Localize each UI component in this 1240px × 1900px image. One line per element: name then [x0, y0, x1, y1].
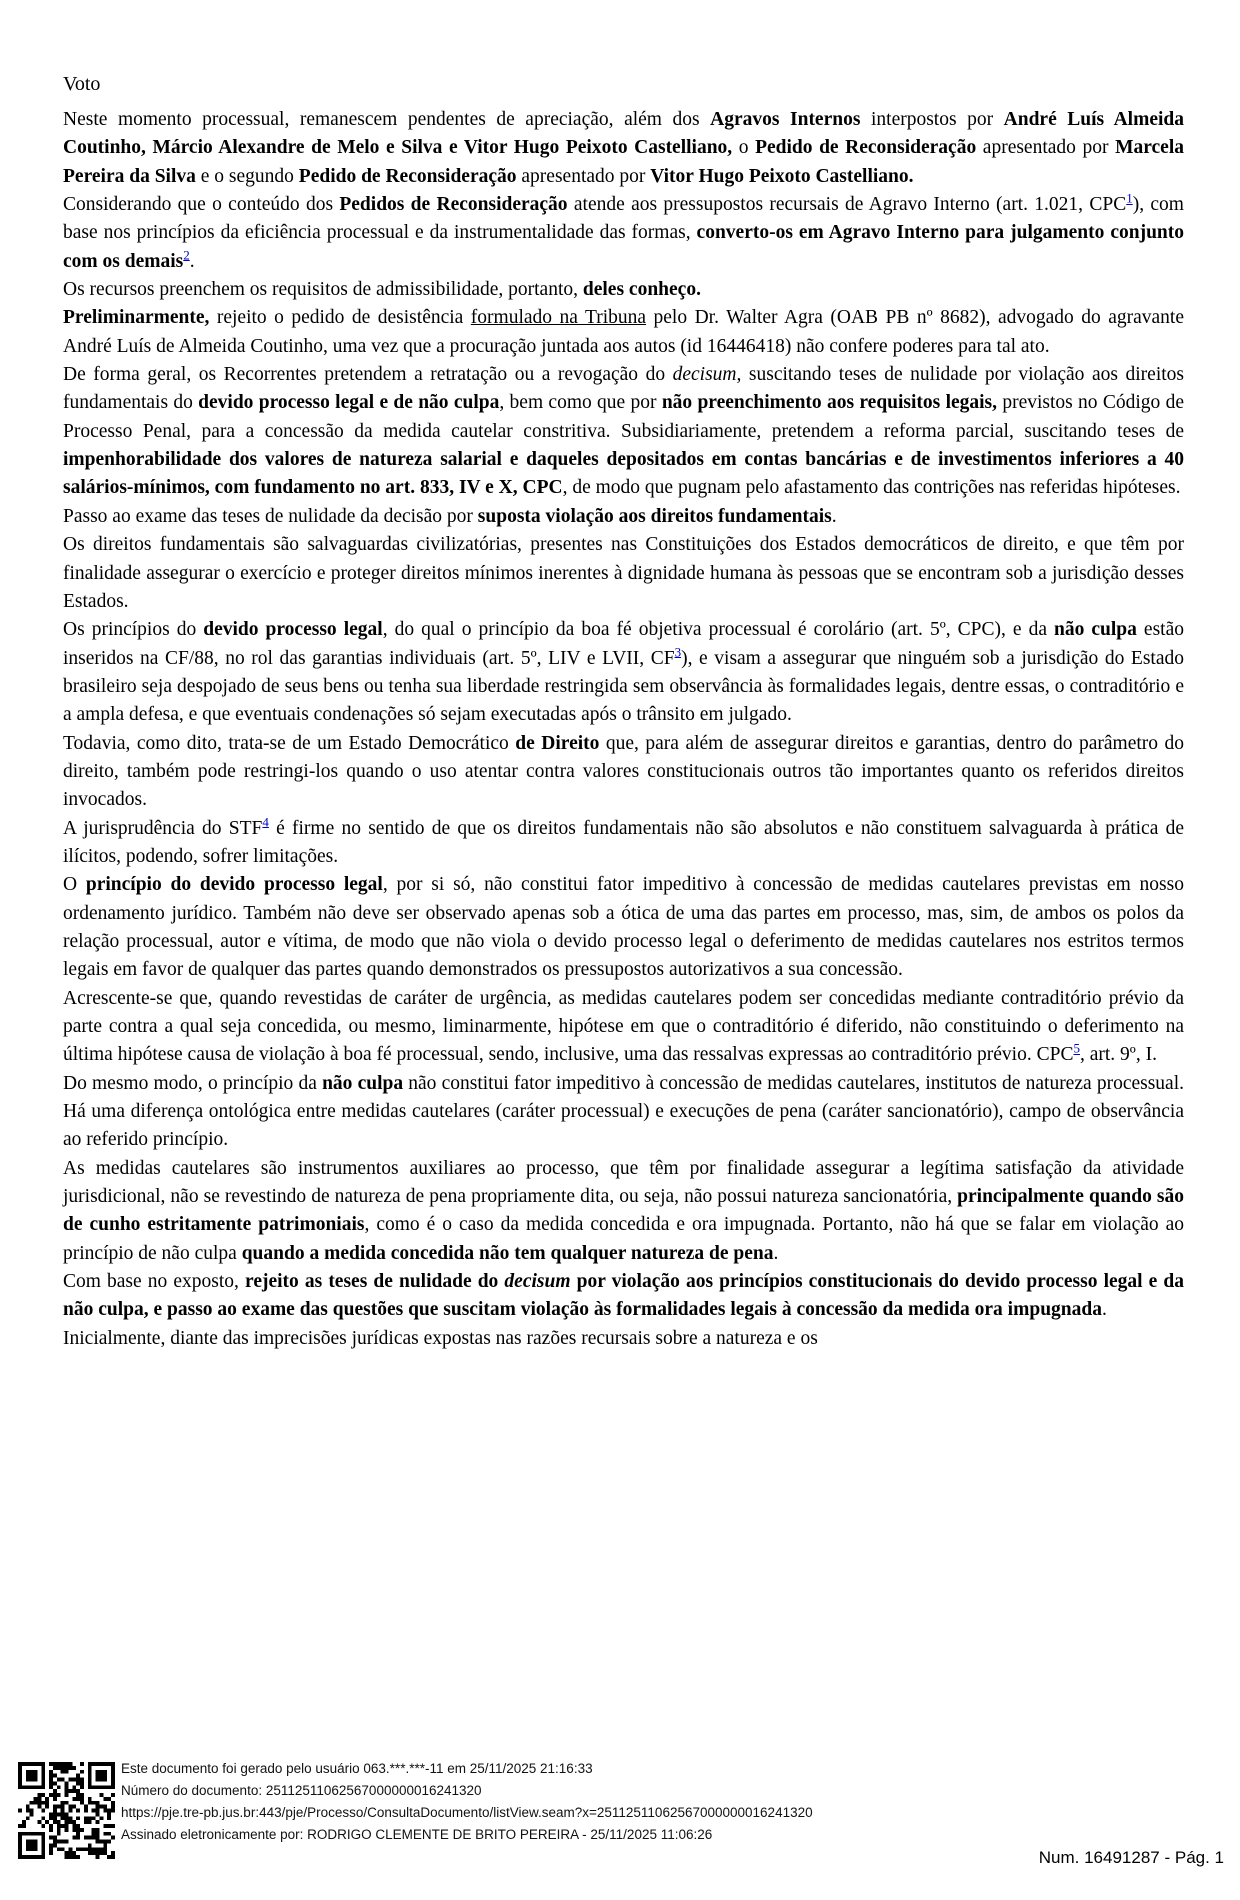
text-segment: impenhorabilidade dos valores de natureza salarial e daqueles depositados em contas bancárias e de investimentos inferiores a 40 salários-mínimos, com fundamento no art. 833, IV e X, CPC [63, 449, 1184, 499]
text-segment: o [732, 137, 756, 159]
text-segment: por violação aos princípios constitucionais do devido processo legal e da não culpa, e passo ao exame das questões que suscitam violação às formalidades legais à concessão da medida ora impugnada [63, 1271, 1185, 1321]
text-segment: ), e visam a assegurar que ninguém sob a jurisdição do Estado brasileiro seja despojado de seus bens ou tenha sua liberdade restringida sem observância às formalidades legais, dentre essas, o contraditório e a ampla defesa, e que eventuais condenações só sejam executadas após o trânsito em julgado. [63, 647, 1184, 726]
text-segment: , bem como que por [499, 392, 662, 414]
text-segment: devido processo legal e de não culpa [198, 392, 500, 414]
text-segment: Considerando que o conteúdo dos [63, 194, 340, 216]
text-segment: Pedidos de Reconsideração [339, 194, 568, 216]
text-segment: que, para além de assegurar direitos e garantias, dentro do parâmetro do direito, também pode restringi-los quando o uso atentar contra valores constitucionais outros tão importantes quanto os referidos direitos invocados. [63, 732, 1184, 811]
text-segment: Pedido de Reconsideração [298, 165, 517, 187]
footer-generated-by: Este documento foi gerado pelo usuário 063.***.***-11 em 25/11/2025 21:16:33 [121, 1761, 593, 1776]
paragraph [63, 1070, 1184, 1155]
footer-document-number: Número do documento: 25112511062567000000016241320 [121, 1783, 482, 1798]
text-segment: principalmente quando são de cunho estritamente patrimoniais [63, 1186, 1184, 1236]
paragraph [63, 815, 1184, 872]
text-segment: Inicialmente, diante das imprecisões jurídicas expostas nas razões recursais sobre a natureza e os [63, 1327, 818, 1349]
footer-document-url: https://pje.tre-pb.jus.br:443/pje/Processo/ConsultaDocumento/listView.seam?x=25112511062567000000016241320 [121, 1805, 813, 1820]
text-segment: Passo ao exame das teses de nulidade da decisão por [63, 505, 478, 527]
text-segment: formulado na Tribuna [470, 307, 647, 329]
text-segment: quando a medida concedida não tem qualquer natureza de pena [241, 1242, 774, 1264]
text-segment: interpostos por [860, 109, 1004, 130]
paragraph [63, 106, 1184, 191]
text-segment: , como é o caso da medida concedida e ora impugnada. Portanto, não há que se falar em violação ao princípio de não culpa [63, 1214, 1185, 1264]
paragraph [63, 871, 1184, 984]
text-segment: Os direitos fundamentais são salvaguardas civilizatórias, presentes nas Constituições dos Estados democráticos de direito, e que têm por finalidade assegurar o exercício e proteger direitos mínimos inerentes à dignidade humana às pessoas que se encontram sob a jurisdição desses Estados. [63, 534, 1184, 612]
text-segment: Agravos Internos [710, 109, 861, 130]
paragraph [63, 1268, 1184, 1325]
text-segment: . [773, 1242, 779, 1264]
footer-signed-by: Assinado eletronicamente por: RODRIGO CLEMENTE DE BRITO PEREIRA - 25/11/2025 11:06:26 [121, 1827, 713, 1842]
text-segment: André Luís Almeida Coutinho, Márcio Alexandre de Melo e Silva e Vitor Hugo Peixoto Castelliano, [63, 109, 1184, 159]
footnote-ref-4[interactable]: 4 [262, 814, 269, 830]
text-segment: , de modo que pugnam pelo afastamento das contrições nas referidas hipóteses. [562, 477, 1181, 499]
paragraph [63, 1325, 1184, 1353]
footnote-ref-3[interactable]: 3 [674, 644, 682, 660]
text-segment: ), com base nos princípios da eficiência processual e da instrumentalidade das formas, [63, 194, 1184, 244]
text-segment: De forma geral, os Recorrentes pretendem a retratação ou a revogação do [63, 364, 673, 386]
paragraph [63, 276, 1184, 304]
text-segment: Os recursos preenchem os requisitos de admissibilidade, portanto, [63, 279, 583, 301]
text-segment: Marcela Pereira da Silva [63, 137, 1184, 187]
text-segment: Preliminarmente, [63, 307, 210, 329]
paragraph [63, 361, 1184, 503]
footer-metadata [121, 1758, 813, 1846]
page-title: Voto [63, 73, 101, 95]
qr-code-icon [18, 1762, 115, 1859]
text-segment: não preenchimento aos requisitos legais, [661, 392, 998, 414]
text-segment: é firme no sentido de que os direitos fundamentais não são absolutos e não constituem salvaguarda à prática de ilícitos, podendo, sofrer limitações. [63, 817, 1184, 867]
text-segment: não constitui fator impeditivo à concessão de medidas cautelares, institutos de natureza processual. Há uma diferença ontológica entre medidas cautelares (caráter processual) e execuções de pena (caráter sancionatório), campo de observância ao referido princípio. [63, 1072, 1185, 1151]
text-segment: Os princípios do [63, 619, 204, 641]
text-segment: , art. 9º, I. [1079, 1044, 1157, 1066]
paragraph [63, 191, 1184, 276]
text-segment: não culpa [322, 1072, 404, 1094]
text-segment: não culpa [1054, 619, 1137, 641]
footnote-ref-1[interactable]: 1 [1126, 190, 1133, 206]
paragraph [63, 985, 1184, 1070]
paragraph [63, 304, 1184, 361]
text-segment: , por si só, não constitui fator impeditivo à concessão de medidas cautelares previstas em nosso ordenamento jurídico. Também não deve ser observado apenas sob a ótica de uma das partes em processo, mas, sim, de ambos os polos da relação processual, autor e vítima, de modo que não viola o devido processo legal o deferimento de medidas cautelares nos estritos termos legais em favor de qualquer das partes quando demonstrados os pressupostos autorizativos a sua concessão. [63, 874, 1184, 981]
page-number: Num. 16491287 - Pág. 1 [1038, 1848, 1224, 1867]
document-body [63, 106, 1184, 1353]
text-segment: e o segundo [195, 165, 299, 187]
text-segment: suscitando teses de nulidade por violação aos direitos fundamentais do [63, 364, 1184, 414]
text-segment: Pedido de Reconsideração [755, 137, 977, 159]
paragraph [63, 1155, 1184, 1268]
text-segment: Neste momento processual, remanescem pendentes de apreciação, além dos [63, 109, 711, 130]
paragraph [63, 616, 1184, 729]
text-segment: . [189, 250, 195, 272]
text-segment: Acrescente-se que, quando revestidas de caráter de urgência, as medidas cautelares podem ser concedidas mediante contraditório prévio da parte contra a qual seja concedida, ou mesmo, liminarmente, hipótese em que o contraditório é diferido, não constituindo o deferimento na última hipótese causa de violação à boa fé processual, sendo, inclusive, uma das ressalvas expressas ao contraditório prévio. CPC [63, 987, 1184, 1066]
text-segment: apresentado por [516, 165, 651, 187]
text-segment: rejeito o pedido de desistência [209, 307, 471, 329]
text-segment: O [63, 874, 86, 896]
footnote-ref-2[interactable]: 2 [183, 247, 190, 263]
text-segment: . [1101, 1299, 1107, 1321]
text-segment: decisum [504, 1271, 571, 1293]
text-segment: pelo Dr. Walter Agra (OAB PB nº 8682), advogado do agravante André Luís de Almeida Coutinho, uma vez que a procuração juntada aos autos (id 16446418) não confere poderes para tal ato. [63, 307, 1184, 357]
paragraph [63, 503, 1184, 531]
text-segment: devido processo legal [203, 619, 383, 641]
paragraph [63, 531, 1184, 616]
text-segment: suposta violação aos direitos fundamentais [477, 505, 832, 527]
text-segment: As medidas cautelares são instrumentos auxiliares ao processo, que têm por finalidade assegurar a legítima satisfação da atividade jurisdicional, não se revestindo de natureza de pena propriamente dita, ou seja, não possui natureza sancionatória, [63, 1157, 1184, 1208]
footnote-ref-5[interactable]: 5 [1073, 1040, 1080, 1056]
text-segment: estão inseridos na CF/88, no rol das garantias individuais (art. 5º, LIV e LVII, CF [63, 619, 1184, 669]
text-segment: Com base no exposto, [63, 1271, 246, 1293]
text-segment: de Direito [515, 732, 600, 754]
text-segment: Do mesmo modo, o princípio da [63, 1072, 323, 1094]
text-segment: . [831, 505, 837, 527]
text-segment: A jurisprudência do STF [63, 817, 263, 839]
text-segment: apresentado por [976, 137, 1116, 159]
text-segment: rejeito as teses de nulidade do [245, 1271, 505, 1293]
text-segment: converto-os em Agravo Interno para julgamento conjunto com os demais [63, 222, 1184, 272]
text-segment: previstos no Código de Processo Penal, para a concessão da medida cautelar constritiva. Subsidiariamente, pretendem a reforma parcial, suscitando teses de [63, 392, 1184, 442]
text-segment: princípio do devido processo legal [85, 874, 383, 896]
text-segment: Vitor Hugo Peixoto Castelliano. [650, 165, 914, 187]
text-segment: , do qual o princípio da boa fé objetiva processual é corolário (art. 5º, CPC), e da [382, 619, 1055, 641]
paragraph [63, 730, 1184, 815]
text-segment: deles conheço. [582, 279, 701, 301]
text-segment: atende aos pressupostos recursais de Agravo Interno (art. 1.021, CPC [567, 194, 1127, 216]
text-segment: Todavia, como dito, trata-se de um Estado Democrático [63, 732, 516, 754]
text-segment: decisum, [672, 364, 742, 386]
